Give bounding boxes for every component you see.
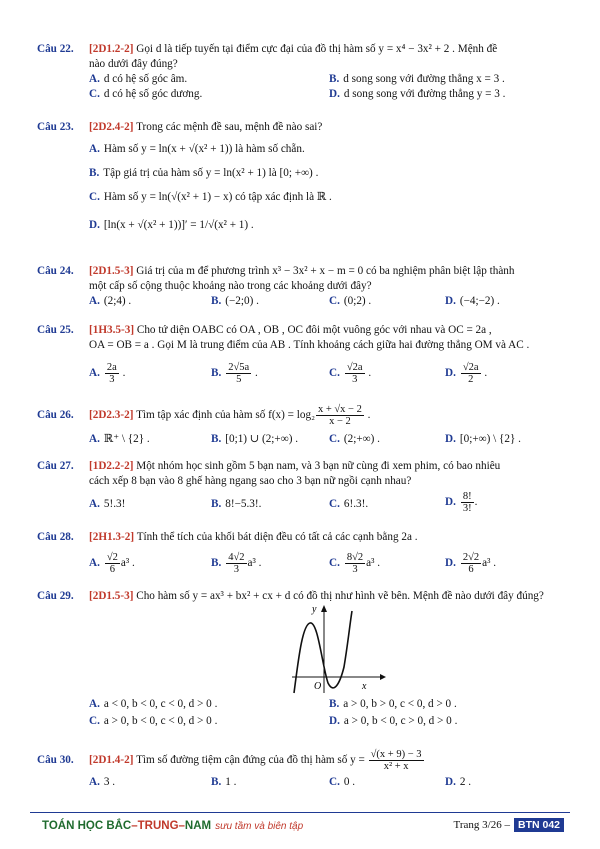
question-27 [37, 459, 567, 521]
option-a[interactable]: A. 5!.3! [89, 498, 126, 510]
question-stem-cont: nào dưới đây đúng? [89, 58, 178, 70]
option-c[interactable]: C. (2;+∞) . [329, 433, 380, 445]
question-stem: Tính thể tích của khối bát diện đều có tất cả các cạnh bằng 2a . [136, 531, 418, 543]
option-d[interactable]: D. a > 0, b < 0, c > 0, d > 0 . [329, 715, 458, 727]
question-23 [37, 120, 567, 234]
option-b[interactable]: B. $\frac{4√2}{3}$ a³ . [211, 552, 262, 575]
option-d[interactable]: D. 2 . [445, 776, 472, 788]
question-28 [37, 530, 567, 578]
option-b[interactable]: B. $\frac{2√5a}{5}$ . [211, 362, 258, 385]
question-tag: [ 2D2.3-2 ] [89, 409, 133, 421]
y-axis-arrow [321, 605, 327, 612]
question-number: Câu 24. [37, 265, 74, 277]
option-d[interactable]: D. [ln(x + √(x² + 1))]′ = 1/√(x² + 1) . [89, 219, 254, 231]
question-number: Câu 29. [37, 590, 74, 602]
origin-label: O [314, 681, 322, 692]
y-axis-label: y [312, 604, 317, 615]
option-d[interactable]: D. d song song với đường thẳng y = 3 . [329, 88, 506, 100]
question-tag: [ 1H3.5-3 ] [89, 324, 134, 336]
option-a[interactable]: A. d có hệ số góc âm. [89, 73, 188, 85]
option-c[interactable]: C. 6!.3!. [329, 498, 369, 510]
question-25 [37, 323, 567, 388]
question-tag: [ 2D1.4-2 ] [89, 754, 133, 766]
option-b[interactable]: B. a > 0, b > 0, c < 0, d > 0 . [329, 698, 457, 710]
x-axis-arrow [380, 674, 386, 680]
question-stem: Cho hàm số y = ax³ + bx² + cx + d có đồ thị như hình vẽ bên. Mệnh đề nào dưới đây đúng? [136, 590, 544, 602]
option-a[interactable]: A. 3 . [89, 776, 116, 788]
page-number: Trang 3/26 – [453, 819, 510, 831]
question-number: Câu 26. [37, 409, 74, 421]
question-stem-cont: OA = OB = a . Gọi M là trung điểm của AB . Tính khoảng cách giữa hai đường thẳng OM và AC . [89, 339, 530, 351]
question-stem-cont: cách xếp 8 bạn vào 8 ghế hàng ngang sao cho 3 bạn nữ ngồi cạnh nhau? [89, 475, 412, 487]
question-number: Câu 25. [37, 324, 74, 336]
option-d[interactable]: D. $\frac{8!}{3!}$ . [445, 491, 478, 514]
function-fraction: $\frac{√(x + 9) - 3}{\text{x² + x}}$ [370, 748, 422, 772]
option-c[interactable]: C. $\frac{√2a}{3}$ . [329, 362, 372, 385]
option-b[interactable]: B. d song song với đường thẳng x = 3 . [329, 73, 505, 85]
question-22 [37, 42, 567, 102]
option-b[interactable]: B. 8!−5.3!. [211, 498, 262, 510]
question-number: Câu 27. [37, 460, 74, 472]
question-24 [37, 264, 567, 310]
question-tag: [ 2D1.5-3 ] [89, 590, 133, 602]
option-c[interactable]: C. a > 0, b < 0, c < 0, d > 0 . [89, 715, 218, 727]
question-stem: Giá trị của m để phương trình x³ − 3x² + x − m = 0 có ba nghiệm phân biệt lập thành [136, 265, 515, 277]
question-tag: [ 2D1.2-2 ] [89, 43, 133, 55]
log-argument-fraction: $\frac{x + √x - 2}{x - 2}$ [317, 403, 362, 427]
question-stem: Tìm tập xác định của hàm số f(x) = log₂ [136, 409, 315, 421]
question-number: Câu 22. [37, 43, 74, 55]
option-a[interactable]: A. Hàm số y = ln(x + √(x² + 1)) là hàm số chẵn. [89, 143, 305, 155]
cubic-function-graph [288, 603, 388, 695]
question-26: Câu 26.[ 2D2.3-2 ] Tìm tập xác định của hàm số f(x) = log₂ $\frac{x + √x - 2}{x - 2}$ . A. ℝ⁺ \ {2} . B. [0;1) ∪ (2;+∞) . C. (2;+∞) . D. [0;+∞) \ {2} . [37, 403, 567, 448]
question-number: Câu 28. [37, 531, 74, 543]
question-stem-cont: một cấp số cộng thuộc khoảng nào trong các khoảng dưới đây? [89, 280, 372, 292]
question-tag: [ 2D2.4-2 ] [89, 121, 133, 133]
question-tag: [ 2H1.3-2 ] [89, 531, 134, 543]
question-stem: Tìm số đường tiệm cận đứng của đồ thị hàm số y = [136, 754, 365, 766]
question-stem: Một nhóm học sinh gồm 5 bạn nam, và 3 bạn nữ cùng đi xem phim, có bao nhiêu [136, 460, 501, 472]
option-d[interactable]: D. [0;+∞) \ {2} . [445, 433, 521, 445]
question-number: Câu 30. [37, 754, 74, 766]
option-c[interactable]: C. d có hệ số góc dương. [89, 88, 203, 100]
option-d[interactable]: D. $\frac{2√2}{6}$ a³ . [445, 552, 497, 575]
cubic-curve [294, 611, 352, 693]
option-d[interactable]: D. $\frac{√2a}{2}$ . [445, 362, 488, 385]
question-tag: [ 2D1.5-3 ] [89, 265, 133, 277]
question-stem: Gọi d là tiếp tuyến tại điểm cực đại của đồ thị hàm số y = x⁴ − 3x² + 2 . Mệnh đề [136, 43, 498, 55]
page-footer [30, 812, 570, 838]
option-b[interactable]: B. [0;1) ∪ (2;+∞) . [211, 433, 299, 445]
question-stem: Cho tứ diện OABC có OA , OB , OC đôi một vuông góc với nhau và OC = 2a , [136, 324, 492, 336]
question-number: Câu 23. [37, 121, 74, 133]
option-b[interactable]: B. 1 . [211, 776, 237, 788]
option-c[interactable]: C. Hàm số y = ln(√(x² + 1) − x) có tập xác định là ℝ . [89, 191, 332, 203]
footer-rule [30, 812, 570, 813]
x-axis-label: x [362, 681, 367, 692]
question-29 [37, 589, 567, 604]
option-c[interactable]: C. $\frac{8√2}{3}$ a³ . [329, 552, 381, 575]
document-code-badge: BTN 042 [514, 818, 564, 832]
question-29-options [37, 697, 567, 731]
option-a[interactable]: A. (2;4) . [89, 295, 132, 307]
question-tag: [ 1D2.2-2 ] [89, 460, 133, 472]
option-a[interactable]: A. $\frac{2a}{3}$ . [89, 362, 126, 385]
option-c[interactable]: C. 0 . [329, 776, 356, 788]
question-stem: Trong các mệnh đề sau, mệnh đề nào sai? [136, 121, 323, 133]
footer-page-info [454, 818, 564, 832]
option-a[interactable]: A. a < 0, b < 0, c < 0, d > 0 . [89, 698, 218, 710]
footer-brand: TOÁN HỌC BẮC–TRUNG–NAM sưu tầm và biên tập [42, 820, 304, 832]
option-c[interactable]: C. (0;2) . [329, 295, 372, 307]
option-a[interactable]: A. ℝ⁺ \ {2} . [89, 433, 150, 445]
option-d[interactable]: D. (−4;−2) . [445, 295, 500, 307]
option-b[interactable]: B. Tập giá trị của hàm số y = ln(x² + 1) là [0; +∞) . [89, 167, 319, 179]
option-a[interactable]: A. $\frac{√2}{6}$ a³ . [89, 552, 135, 575]
question-30 [37, 747, 567, 791]
option-b[interactable]: B. (−2;0) . [211, 295, 259, 307]
